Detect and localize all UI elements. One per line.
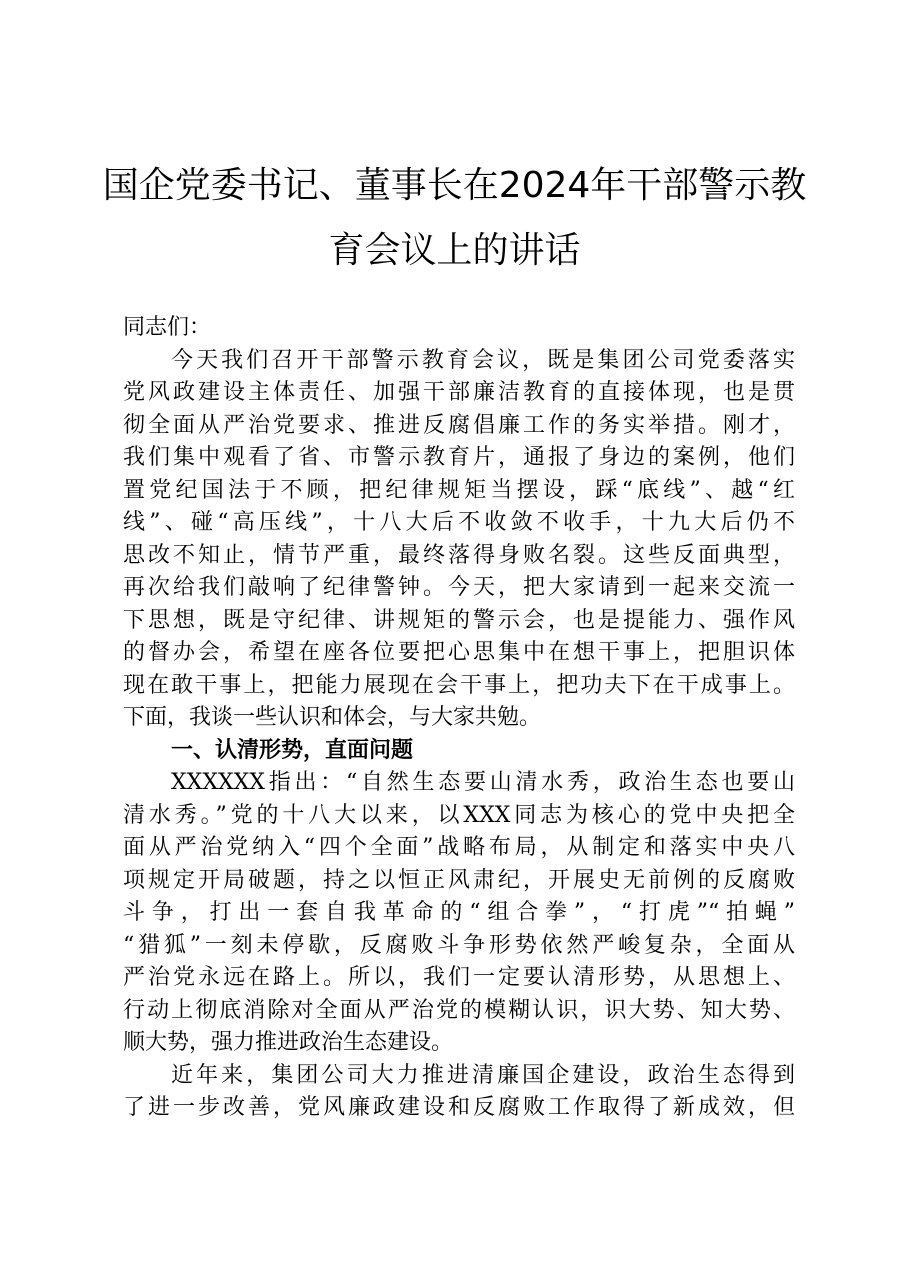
paragraph-line: 近年来，集团公司大力推进清廉国企建设，政治生态得到 — [171, 1062, 795, 1088]
section-heading: 一、认清形势，直面问题 — [171, 737, 414, 763]
paragraph-line: 了进一步改善，党风廉政建设和反腐败工作取得了新成效，但 — [123, 1095, 795, 1120]
document-title-line-1: 国企党委书记、董事长在2024年干部警示教 — [102, 165, 807, 206]
paragraph-line: 线”、碰“高压线”，十八大后不收敛不收手，十九大后仍不 — [123, 510, 795, 535]
document-body — [123, 312, 803, 1125]
paragraph-2 — [123, 767, 803, 1060]
paragraph-line: 行动上彻底消除对全面从严治党的模糊认识，识大势、知大势、 — [123, 997, 795, 1023]
paragraph-line: 今天我们召开干部警示教育会议，既是集团公司党委落实 — [171, 347, 795, 373]
paragraph-line: XXXXXX指出：“自然生态要山清水秀，政治生态也要山 — [171, 770, 795, 795]
paragraph-line: 清水秀。”党的十八大以来，以XXX同志为核心的党中央把全 — [123, 802, 795, 828]
paragraph-line: 项规定开局破题，持之以恒正风肃纪，开展史无前例的反腐败 — [123, 867, 795, 893]
paragraph-line: 彻全面从严治党要求、推进反腐倡廉工作的务实举措。刚才， — [123, 412, 795, 438]
paragraph-line: 严治党永远在路上。所以，我们一定要认清形势，从思想上、 — [123, 965, 795, 990]
paragraph-line: 现在敢干事上，把能力展现在会干事上，把功夫下在干成事上。 — [123, 672, 795, 698]
document-title-line-2: 育会议上的讲话 — [328, 230, 581, 271]
paragraph-line: 的督办会，希望在座各位要把心思集中在想干事上，把胆识体 — [123, 640, 795, 665]
paragraph-line: 置党纪国法于不顾，把纪律规矩当摆设，踩“底线”、越“红 — [123, 477, 795, 503]
paragraph-line: 思改不知止，情节严重，最终落得身败名裂。这些反面典型， — [123, 542, 795, 568]
paragraph-1 — [123, 345, 803, 735]
paragraph-line: 面从严治党纳入“四个全面”战略布局，从制定和落实中央八 — [123, 835, 795, 860]
paragraph-line: 顺大势，强力推进政治生态建设。 — [123, 1030, 454, 1055]
paragraph-line: 下思想，既是守纪律、讲规矩的警示会，也是提能力、强作风 — [123, 607, 795, 633]
paragraph-line: 斗争，打出一套自我革命的“组合拳”，“打虎”“拍蝇” — [123, 900, 795, 925]
paragraph-line: 再次给我们敲响了纪律警钟。今天，把大家请到一起来交流一 — [123, 575, 795, 600]
salutation: 同志们： — [123, 315, 212, 340]
paragraph-line: 党风政建设主体责任、加强干部廉洁教育的直接体现，也是贯 — [123, 380, 795, 405]
paragraph-3 — [123, 1060, 803, 1125]
paragraph-line: “猎狐”一刻未停歇，反腐败斗争形势依然严峻复杂，全面从 — [123, 932, 795, 958]
paragraph-line: 我们集中观看了省、市警示教育片，通报了身边的案例，他们 — [123, 445, 795, 470]
paragraph-line: 下面，我谈一些认识和体会，与大家共勉。 — [123, 705, 542, 730]
